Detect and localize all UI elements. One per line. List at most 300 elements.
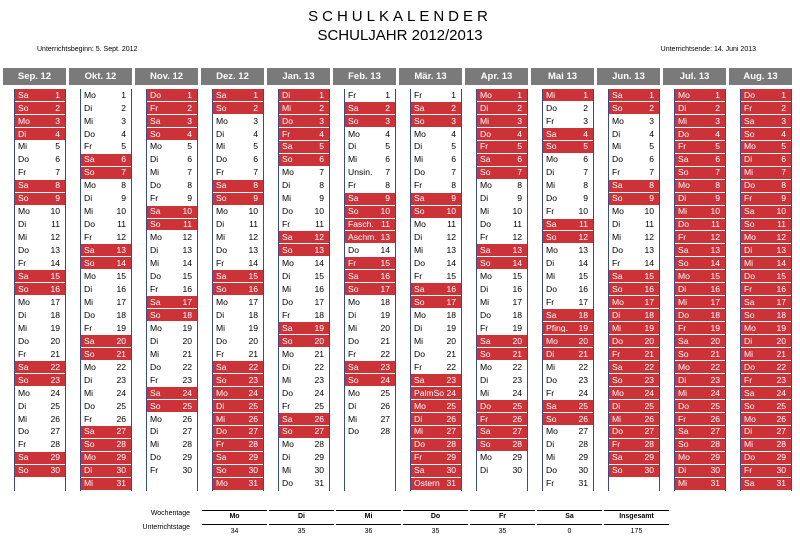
day-cell <box>344 335 396 348</box>
day-cell <box>14 309 66 322</box>
day-cell-off <box>674 244 726 257</box>
weekday-label: Sa <box>84 336 95 346</box>
weekday-label: So <box>546 233 557 242</box>
day-cell-off <box>542 348 594 361</box>
day-number: 4 <box>253 128 258 139</box>
day-number: 16 <box>644 283 654 294</box>
day-number: 28 <box>710 439 720 450</box>
day-cell <box>212 231 264 244</box>
day-number: 4 <box>55 128 60 139</box>
weekday-label: So <box>414 116 425 126</box>
page-title: SCHULKALENDER <box>308 8 492 25</box>
weekday-label: Fr <box>546 388 555 398</box>
day-cell <box>146 465 198 478</box>
day-number: 31 <box>116 478 126 489</box>
day-number: 3 <box>583 115 588 126</box>
day-number: 15 <box>50 271 60 282</box>
day-number: 28 <box>578 439 588 450</box>
weekday-label: So <box>744 401 755 411</box>
weekday-label: So <box>150 129 161 139</box>
weekday-label: Mo <box>744 414 756 424</box>
weekday-label: Di <box>678 284 687 294</box>
day-cell-off <box>212 361 264 374</box>
day-cell <box>212 167 264 180</box>
day-cell <box>542 180 594 193</box>
summary-column-header: Mi <box>336 511 401 525</box>
weekday-label: Fr <box>612 168 621 177</box>
weekday-label: Fr <box>546 207 555 216</box>
weekday-label: Fr <box>678 414 687 424</box>
weekday-label: Mo <box>150 323 162 333</box>
day-number: 23 <box>710 374 720 385</box>
weekday-label: Sa <box>678 155 689 165</box>
day-number: 14 <box>248 258 258 269</box>
day-number: 3 <box>319 115 324 126</box>
day-cell-off <box>212 283 264 296</box>
weekday-label: Sa <box>612 272 623 281</box>
day-number: 16 <box>578 283 588 294</box>
day-cell <box>608 219 660 232</box>
weekday-label: Do <box>216 336 227 346</box>
day-cell-off <box>608 102 660 115</box>
weekday-label: So <box>18 194 29 203</box>
weekday-label: So <box>282 427 293 437</box>
weekday-label: Mo <box>546 155 558 165</box>
weekday-label: Sa <box>216 181 227 190</box>
day-number: 1 <box>583 89 588 100</box>
weekday-label: So <box>150 401 161 411</box>
weekday-label: Do <box>744 272 755 281</box>
weekday-label: Mo <box>282 168 294 177</box>
day-cell-off <box>80 335 132 348</box>
weekday-label: Mo <box>678 453 690 462</box>
day-cell <box>278 452 330 465</box>
day-number: 19 <box>644 322 654 333</box>
weekday-label: Mi <box>744 259 754 268</box>
day-number: 26 <box>50 413 60 424</box>
weekday-label: Mi <box>84 479 94 488</box>
day-number: 28 <box>182 439 192 450</box>
day-number: 29 <box>314 452 324 463</box>
weekday-label: Mo <box>18 297 30 307</box>
day-cell <box>344 400 396 413</box>
day-number: 18 <box>182 309 192 320</box>
day-number: 28 <box>446 439 456 450</box>
day-cell-off <box>608 426 660 439</box>
day-number: 13 <box>710 245 720 256</box>
day-number: 27 <box>314 426 324 437</box>
weekday-label: So <box>612 194 623 203</box>
day-number: 20 <box>50 335 60 346</box>
summary-column <box>269 510 334 539</box>
day-list <box>14 89 66 491</box>
day-cell-off <box>344 102 396 115</box>
day-number: 6 <box>781 154 786 165</box>
day-number: 4 <box>451 128 456 139</box>
day-number: 1 <box>121 89 126 100</box>
day-number: 22 <box>182 361 192 372</box>
day-number: 25 <box>512 400 522 411</box>
day-number: 29 <box>182 452 192 463</box>
weekday-label: Di <box>546 440 555 449</box>
day-number: 7 <box>319 167 324 178</box>
weekday-label: Sa <box>612 453 623 462</box>
weekday-label: So <box>546 414 557 424</box>
day-cell-off <box>476 335 528 348</box>
day-cell-off <box>80 167 132 180</box>
weekday-label: Sa <box>546 401 557 411</box>
weekday-label: Sa <box>612 90 623 100</box>
weekday-label: So <box>282 246 293 255</box>
day-number: 9 <box>781 193 786 204</box>
day-number: 3 <box>253 115 258 126</box>
day-number: 1 <box>649 89 654 100</box>
day-number: 24 <box>314 387 324 398</box>
weekday-label: Di <box>612 401 621 411</box>
day-number: 12 <box>644 232 654 243</box>
day-cell <box>80 296 132 309</box>
weekday-label: Mo <box>612 297 624 307</box>
day-cell-off <box>542 413 594 426</box>
month-column <box>597 68 660 495</box>
day-cell-off <box>212 180 264 193</box>
day-number: 15 <box>248 271 258 282</box>
day-number: 22 <box>644 361 654 372</box>
day-cell-off <box>212 478 264 491</box>
day-cell-off <box>14 115 66 128</box>
month-column <box>3 68 66 495</box>
day-number: 16 <box>380 271 390 282</box>
day-cell <box>80 102 132 115</box>
day-number: 21 <box>446 348 456 359</box>
weekday-label: Sa <box>678 427 689 437</box>
weekday-label: So <box>414 297 425 307</box>
weekday-label: Sa <box>612 362 623 372</box>
day-cell-off <box>476 154 528 167</box>
day-cell-off <box>410 296 462 309</box>
day-number: 17 <box>380 283 390 294</box>
day-number: 26 <box>446 413 456 424</box>
weekday-label: Sa <box>216 453 227 462</box>
day-cell-off <box>80 439 132 452</box>
weekday-label: Sa <box>150 297 161 307</box>
day-cell-off <box>740 439 792 452</box>
day-cell <box>410 257 462 270</box>
weekday-label: Mo <box>546 246 558 255</box>
day-cell <box>14 322 66 335</box>
day-number: 25 <box>644 400 654 411</box>
day-cell <box>344 154 396 167</box>
day-cell-off <box>608 439 660 452</box>
day-number: 12 <box>182 232 192 243</box>
day-cell-off <box>212 374 264 387</box>
weekday-label: So <box>18 466 29 475</box>
day-number: 14 <box>116 258 126 269</box>
day-cell-off <box>476 128 528 141</box>
weekday-label: Di <box>678 194 687 203</box>
day-number: 15 <box>182 271 192 282</box>
day-number: 25 <box>182 400 192 411</box>
weekday-label: Mo <box>480 362 492 372</box>
weekday-label: Di <box>480 284 489 294</box>
day-number: 14 <box>446 258 456 269</box>
weekday-label: Mo <box>216 479 228 488</box>
day-cell-off <box>740 206 792 219</box>
weekday-label: Mo <box>282 259 294 268</box>
day-list <box>542 89 594 491</box>
day-number: 23 <box>446 374 456 385</box>
day-number: 12 <box>116 232 126 243</box>
day-cell-off <box>674 335 726 348</box>
day-number: 27 <box>644 426 654 437</box>
day-number: 28 <box>380 426 390 437</box>
weekday-label: Di <box>678 466 687 475</box>
day-cell <box>278 257 330 270</box>
weekday-label: Mi <box>348 155 358 165</box>
weekday-label: Mo <box>216 116 228 126</box>
day-number: 22 <box>380 348 390 359</box>
day-number: 30 <box>512 465 522 476</box>
day-number: 7 <box>649 167 654 178</box>
weekday-label: Di <box>744 336 753 346</box>
day-number: 2 <box>517 102 522 113</box>
day-number: 27 <box>50 426 60 437</box>
day-cell <box>146 244 198 257</box>
day-cell-off <box>608 361 660 374</box>
day-number: 12 <box>248 232 258 243</box>
day-cell <box>476 296 528 309</box>
weekday-label: Do <box>216 155 227 165</box>
day-cell <box>410 141 462 154</box>
day-number: 7 <box>385 167 390 178</box>
day-cell-off <box>476 115 528 128</box>
weekday-label: Fr <box>546 479 555 488</box>
day-number: 23 <box>50 374 60 385</box>
day-number: 12 <box>314 232 324 243</box>
weekday-label: Mi <box>84 207 94 216</box>
day-cell <box>80 128 132 141</box>
day-number: 19 <box>710 322 720 333</box>
day-number: 27 <box>776 426 786 437</box>
day-number: 1 <box>715 89 720 100</box>
day-cell-off <box>674 89 726 102</box>
weekday-label: Di <box>480 466 489 475</box>
day-list <box>146 89 198 491</box>
weekday-label: Fr <box>18 349 27 359</box>
weekday-label: Sa <box>414 103 425 113</box>
weekday-label: Di <box>612 310 621 320</box>
day-cell <box>542 465 594 478</box>
month-column <box>267 68 330 495</box>
day-number: 14 <box>710 258 720 269</box>
day-cell <box>80 219 132 232</box>
day-number: 26 <box>380 400 390 411</box>
weekday-label: Fr <box>216 349 225 359</box>
weekday-label: Mo <box>744 142 756 152</box>
day-number: 15 <box>380 258 390 269</box>
day-cell-off <box>212 102 264 115</box>
day-cell-off <box>212 413 264 426</box>
weekday-label: Mo <box>744 323 756 333</box>
day-cell-off <box>80 154 132 167</box>
month-column <box>663 68 726 495</box>
weekday-label: Do <box>744 453 755 462</box>
weekday-label: Mo <box>414 401 426 411</box>
weekday-label: Do <box>678 310 689 320</box>
weekday-label: Fr <box>216 259 225 268</box>
day-number: 26 <box>644 413 654 424</box>
day-number: 31 <box>710 478 720 489</box>
day-cell <box>278 206 330 219</box>
day-cell <box>542 478 594 491</box>
weekday-label: Mo <box>612 116 624 126</box>
day-cell-off <box>80 426 132 439</box>
day-number: 19 <box>578 322 588 333</box>
weekday-label: Mo <box>348 129 360 139</box>
weekday-label: Do <box>150 453 161 462</box>
day-number: 21 <box>314 348 324 359</box>
day-number: 21 <box>776 348 786 359</box>
weekday-label: Mi <box>480 116 490 126</box>
day-cell-off <box>476 141 528 154</box>
day-cell <box>344 322 396 335</box>
day-number: 4 <box>781 128 786 139</box>
weekday-label: Do <box>348 427 359 437</box>
weekday-label: Di <box>84 194 93 203</box>
day-number: 19 <box>50 322 60 333</box>
day-cell-off <box>476 89 528 102</box>
weekday-label: Mo <box>348 388 360 398</box>
day-cell-off <box>674 167 726 180</box>
day-cell <box>146 413 198 426</box>
day-number: 24 <box>380 374 390 385</box>
day-cell <box>212 335 264 348</box>
day-number: 21 <box>50 348 60 359</box>
weekday-label: Mi <box>150 440 160 449</box>
day-number: 22 <box>248 361 258 372</box>
weekday-label: Mi <box>282 375 292 385</box>
day-number: 30 <box>776 465 786 476</box>
weekday-label: Fr <box>546 297 555 307</box>
weekday-label: Di <box>414 233 423 242</box>
day-cell-off <box>674 400 726 413</box>
day-cell-off <box>146 102 198 115</box>
day-cell-off <box>608 180 660 193</box>
weekday-label: Di <box>348 142 357 152</box>
day-cell-off <box>278 244 330 257</box>
day-number: 17 <box>116 296 126 307</box>
day-number: 17 <box>578 296 588 307</box>
day-cell-off <box>14 361 66 374</box>
day-number: 22 <box>512 361 522 372</box>
end-date-label: Unterrichtsende: 14. Juni 2013 <box>660 46 756 53</box>
day-cell-off <box>608 296 660 309</box>
month-header: Apr. 13 <box>465 68 528 85</box>
weekday-label: So <box>480 349 491 359</box>
day-cell-off <box>740 115 792 128</box>
weekday-label: Mo <box>480 453 492 462</box>
day-number: 3 <box>385 115 390 126</box>
weekday-label: Do <box>678 129 689 139</box>
day-cell-off <box>542 231 594 244</box>
day-cell <box>212 309 264 322</box>
month-header: Mär. 13 <box>399 68 462 85</box>
day-number: 3 <box>121 115 126 126</box>
day-number: 19 <box>380 309 390 320</box>
weekday-label: So <box>18 284 29 294</box>
day-number: 17 <box>710 296 720 307</box>
weekday-label: Mi <box>414 246 424 255</box>
weekday-label: Mo <box>612 207 624 216</box>
day-number: 11 <box>513 219 522 230</box>
weekday-label: Mo <box>216 297 228 307</box>
day-cell-off <box>740 193 792 206</box>
day-number: 8 <box>649 180 654 191</box>
weekday-label: Mo <box>216 388 228 398</box>
weekday-label: Do <box>348 246 359 255</box>
day-cell-off <box>344 231 396 244</box>
weekday-label: Fr <box>348 349 357 359</box>
weekday-label: Mo <box>612 388 624 398</box>
weekday-label: Mo <box>84 362 96 372</box>
day-cell-off <box>212 193 264 206</box>
weekday-label: Do <box>216 427 227 437</box>
day-cell-off <box>608 348 660 361</box>
day-number: 11 <box>51 219 60 230</box>
summary-table <box>0 510 800 540</box>
day-cell-off <box>212 400 264 413</box>
day-cell <box>410 309 462 322</box>
day-number: 19 <box>512 322 522 333</box>
day-cell <box>80 180 132 193</box>
day-cell-off <box>608 465 660 478</box>
weekday-label: Sa <box>150 388 161 398</box>
weekday-label: Sa <box>18 362 29 372</box>
day-number: 25 <box>578 400 588 411</box>
day-number: 30 <box>50 465 60 476</box>
day-number: 25 <box>446 400 456 411</box>
day-cell <box>80 387 132 400</box>
weekday-label: Fr <box>18 440 27 449</box>
day-number: 7 <box>253 167 258 178</box>
weekday-label: Do <box>84 401 95 411</box>
summary-column-value: 175 <box>630 528 643 535</box>
weekday-label: Fr <box>150 375 159 385</box>
day-cell-off <box>608 400 660 413</box>
day-number: 2 <box>451 102 456 113</box>
day-cell-off <box>608 193 660 206</box>
day-number: 10 <box>50 206 60 217</box>
weekday-label: Fr <box>480 323 489 333</box>
day-cell-off <box>608 452 660 465</box>
day-cell <box>278 270 330 283</box>
weekday-label: So <box>744 220 755 229</box>
weekday-label: Sa <box>612 181 623 190</box>
day-cell <box>212 154 264 167</box>
day-cell-off <box>410 439 462 452</box>
day-number: 15 <box>776 271 786 282</box>
day-cell <box>80 193 132 206</box>
day-cell <box>278 283 330 296</box>
day-number: 29 <box>50 452 60 463</box>
summary-column-header: Insgesamt <box>604 511 669 525</box>
day-cell <box>80 374 132 387</box>
day-number: 6 <box>121 154 126 165</box>
weekday-label: So <box>414 207 425 216</box>
day-cell-off <box>278 141 330 154</box>
day-number: 29 <box>710 452 720 463</box>
weekday-label: Sa <box>480 336 491 346</box>
